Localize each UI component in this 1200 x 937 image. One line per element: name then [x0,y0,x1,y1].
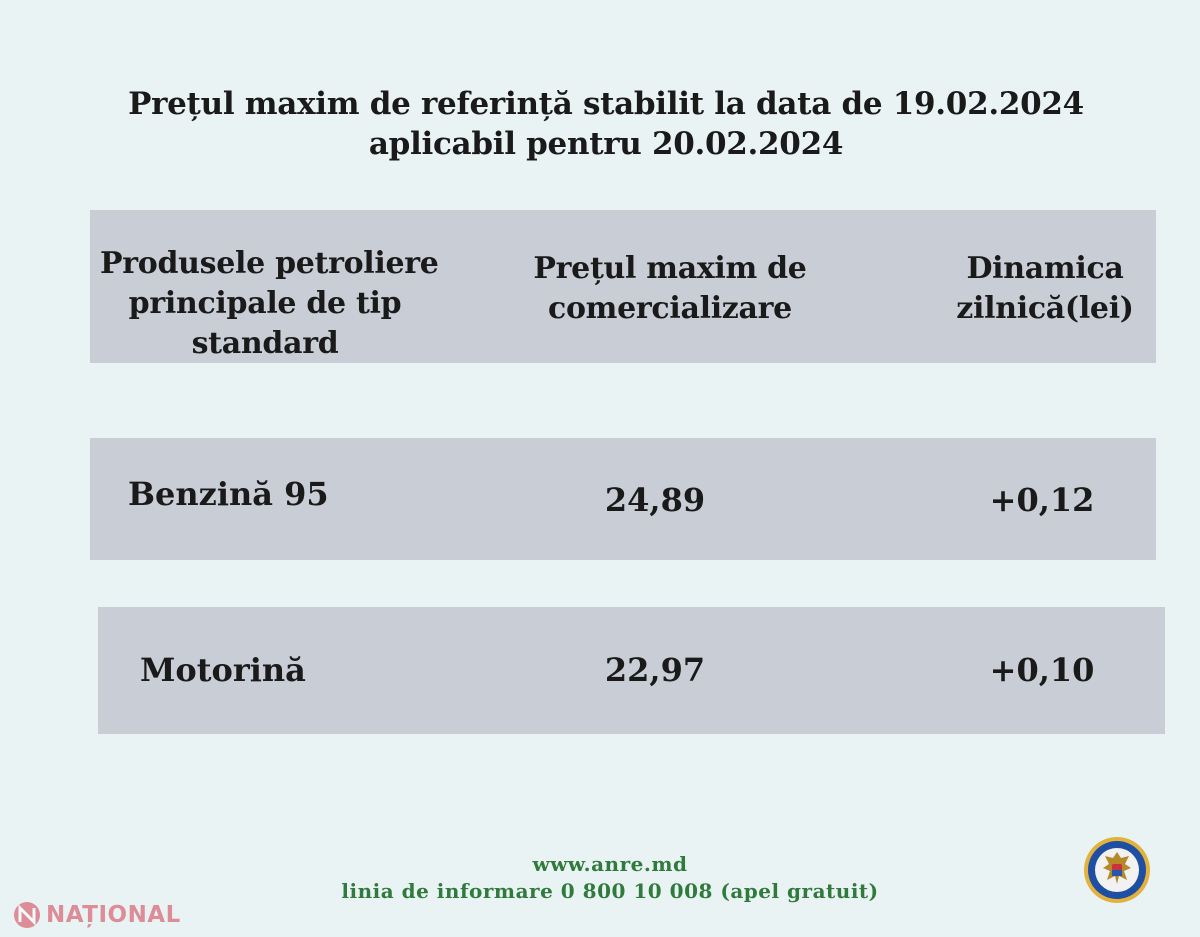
row-motorina-product: Motorină [140,651,306,689]
header-max-price: Prețul maxim de comercializare [533,251,807,326]
row-motorina-change: +0,10 [989,651,1095,689]
title-line-2: aplicabil pentru 20.02.2024 [368,126,844,162]
moldova-coat-of-arms-seal-icon [1083,836,1151,904]
row-benzina-product: Benzină 95 [128,475,329,513]
header-product: Produsele petroliere principale de tip standard [100,246,439,361]
national-watermark [12,898,181,932]
national-logo-icon [12,900,42,930]
row-benzina-price: 24,89 [604,481,706,519]
header-daily-change: Dinamica zilnică(lei) [956,251,1134,326]
footer-website[interactable]: www.anre.md [532,852,688,876]
watermark-text: NAȚIONAL [46,902,181,928]
footer-hotline: linia de informare 0 800 10 008 (apel gratuit) [341,879,879,903]
row-benzina-change: +0,12 [989,481,1095,519]
title-line-1: Prețul maxim de referință stabilit la data de 19.02.2024 [128,86,1084,122]
row-motorina-price: 22,97 [604,651,706,689]
page-title [0,84,1200,164]
